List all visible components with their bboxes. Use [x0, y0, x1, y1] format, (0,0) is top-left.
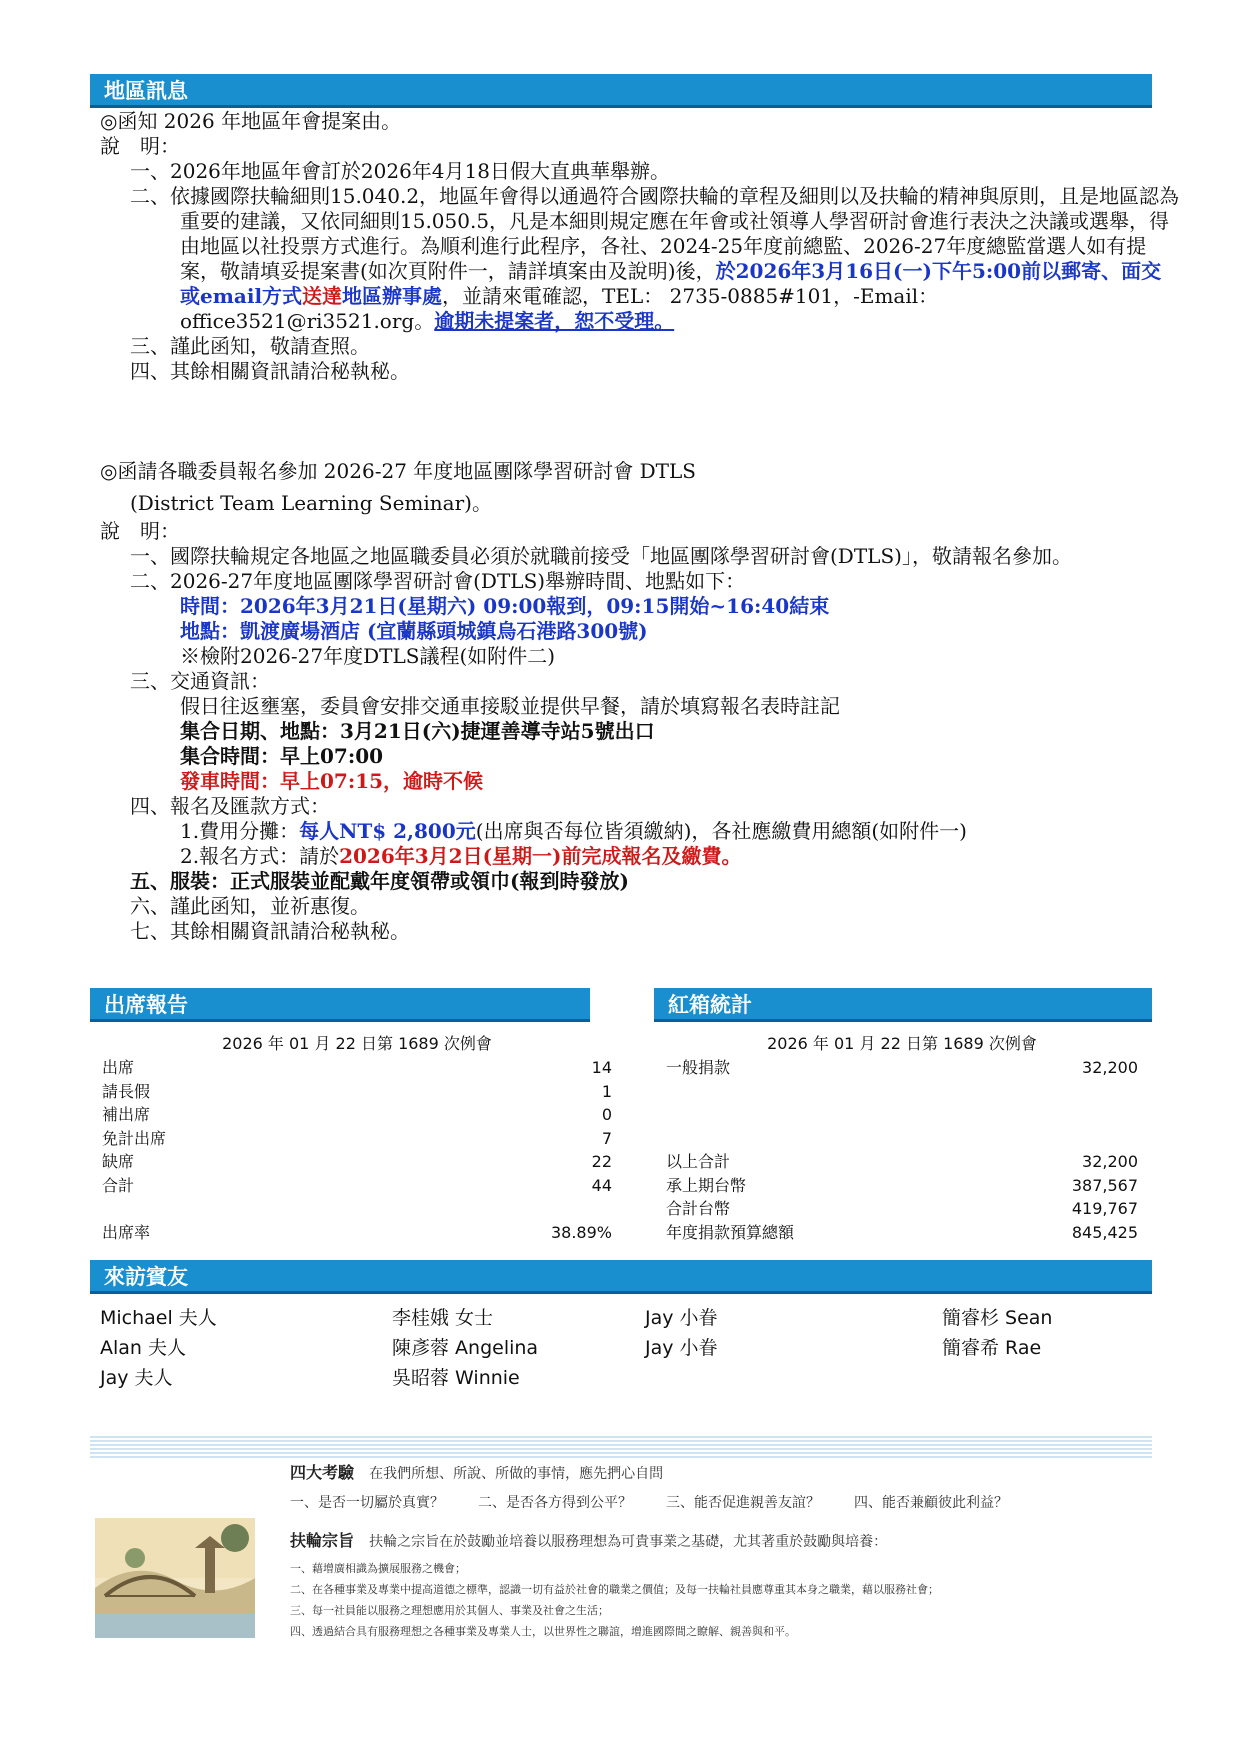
four-way-test-item: 一、是否一切屬於真實？	[290, 1495, 444, 1511]
notice2-attach: ※檢附2026-27年度DTLS議程(如附件二)	[180, 644, 556, 668]
notice1-item2-late-warning: 逾期未提案者，恕不受理。	[434, 309, 675, 333]
object-item: 二、在各種事業及專業中提高道德之標準，認識一切有益於社會的職業之價值；及每一扶輪社員應尊重其本身之職業，藉以服務社會；	[290, 1583, 939, 1596]
donations-general-row	[666, 1056, 1138, 1080]
visitors-col4	[942, 1303, 1052, 1363]
donations-label: 年度捐款預算總額	[666, 1222, 795, 1242]
notice1-item2-office: 地區辦事處	[342, 284, 443, 308]
notice2-fee	[100, 819, 1150, 844]
donations-spacer	[666, 1127, 1138, 1151]
notice1-block	[100, 109, 1180, 384]
attendance-meeting: 2026 年 01 月 22 日第 1689 次例會	[222, 1034, 492, 1053]
attendance-row	[102, 1150, 612, 1174]
donations-value: 419,767	[1071, 1199, 1138, 1218]
four-way-test-item: 四、能否兼顧彼此利益？	[854, 1495, 1008, 1511]
notice1-title: ◎函知 2026 年地區年會提案由。	[100, 109, 402, 133]
notice2-fee-prefix: 1.費用分攤：	[180, 819, 300, 843]
donations-spacer	[666, 1103, 1138, 1127]
attendance-label: 缺席	[102, 1152, 135, 1171]
visitor-name: Michael 夫人	[100, 1307, 217, 1329]
attendance-row	[102, 1080, 612, 1104]
attendance-header: 出席報告	[90, 988, 590, 1022]
notice1-item2-contact: ，並請來電確認，TEL： 2735-0885#101，-Email：office3521@ri3521.org。	[180, 284, 939, 333]
notice2-item2: 二、2026-27年度地區團隊學習研討會(DTLS)舉辦時間、地點如下：	[130, 569, 746, 593]
donations-value: 32,200	[1082, 1152, 1138, 1171]
visitor-name: 簡睿希 Rae	[942, 1337, 1042, 1359]
visitors-col2	[392, 1303, 538, 1393]
notice2-item4: 四、報名及匯款方式：	[130, 794, 330, 818]
donations-label: 以上合計	[666, 1152, 731, 1171]
notice2-reg-prefix: 2.報名方式：請於	[180, 844, 340, 868]
notice1-item1: 一、2026年地區年會訂於2026年4月18日假大直典華舉辦。	[130, 159, 670, 183]
donations-value: 32,200	[1082, 1058, 1138, 1077]
four-way-test-item: 三、能否促進親善友誼？	[666, 1495, 820, 1511]
notice2-time: 時間：2026年3月21日(星期六) 09:00報到，09:15開始~16:40結束	[180, 594, 830, 618]
donations-row	[666, 1197, 1138, 1221]
notice1-item2-text: 二、依據國際扶輪細則15.040.2，地區年會得以通過符合國際扶輪的章程及細則以及扶輪的精神與原則，且是地區認為重要的建議，又依同細則15.050.5，凡是本細則規定應在年會或社領導人學習研討會進行表決之決議或選舉，得由地區以社投票方式進行。為順利進行此程序，各社、2024-25年度前總監、2026-27年度總監當選人如有提案，敬請填妥提案書(如次頁附件一，請詳填案由及說明)後，	[130, 184, 1180, 283]
attendance-rate-label: 出席率	[102, 1222, 151, 1242]
attendance-value: 22	[591, 1152, 612, 1171]
notice1-item4: 四、其餘相關資訊請洽秘執秘。	[130, 359, 410, 383]
footer-text	[290, 1458, 1150, 1642]
visitors-col1	[100, 1303, 217, 1393]
donations-value: 845,425	[1071, 1222, 1138, 1242]
attendance-label: 出席	[102, 1058, 135, 1077]
attendance-value: 14	[591, 1058, 612, 1077]
four-way-test-items	[290, 1488, 1150, 1518]
visitor-name: Jay 小眷	[645, 1337, 718, 1359]
object-item: 三、每一社員能以服務之理想應用於其個人、事業及社會之生活；	[290, 1604, 609, 1617]
visitor-name: 陳彥蓉 Angelina	[392, 1337, 539, 1359]
notice2-title: ◎函請各職委員報名參加 2026-27 年度地區團隊學習研討會 DTLS	[100, 459, 696, 483]
notice2-item5: 五、服裝：正式服裝並配戴年度領帶或領巾(報到時發放)	[130, 869, 629, 893]
notice2-reg-deadline: 2026年3月2日(星期一)前完成報名及繳費。	[339, 844, 742, 868]
attendance-value: 0	[601, 1105, 612, 1124]
visitor-name: 吳昭蓉 Winnie	[392, 1367, 520, 1389]
notice2-fee-suffix: (出席與否每位皆須繳納)，各社應繳費用總額(如附件一)	[475, 819, 967, 843]
notice2-item3: 三、交通資訊：	[130, 669, 270, 693]
visitors-header: 來訪賓友	[90, 1260, 1152, 1294]
notice2-item6: 六、謹此函知，並祈惠復。	[130, 894, 370, 918]
donations-label: 合計台幣	[666, 1199, 731, 1218]
attendance-table	[102, 1032, 612, 1244]
attendance-value: 1	[601, 1081, 612, 1101]
attendance-value: 44	[591, 1175, 612, 1195]
notice2-meet-place: 集合日期、地點：3月21日(六)捷運善導寺站5號出口	[180, 719, 655, 743]
donations-row	[666, 1150, 1138, 1174]
donations-row	[666, 1221, 1138, 1245]
attendance-row	[102, 1127, 612, 1151]
notice2-place: 地點：凱渡廣場酒店 (宜蘭縣頭城鎮烏石港路300號)	[180, 619, 648, 643]
four-way-test-item: 二、是否各方得到公平？	[478, 1495, 632, 1511]
notice1-item2-deliver: 送達	[302, 284, 343, 308]
donations-label: 承上期台幣	[666, 1175, 747, 1195]
visitors-col3	[645, 1303, 718, 1363]
donations-row	[666, 1174, 1138, 1198]
donations-value: 387,567	[1071, 1175, 1138, 1195]
notice2-fee-amount: 每人NT$ 2,800元	[299, 819, 476, 843]
notice1-item2-deadline: 於2026年3月16日(一)下午5:00前以郵寄、面交或email方式	[180, 259, 1162, 308]
notice2-item7: 七、其餘相關資訊請洽秘執秘。	[130, 919, 410, 943]
attendance-row	[102, 1174, 612, 1198]
attendance-label: 請長假	[102, 1081, 151, 1101]
notice2-reg	[100, 844, 1150, 869]
four-way-test-desc: 在我們所想、所說、所做的事情，應先捫心自問	[369, 1466, 664, 1482]
attendance-label: 合計	[102, 1175, 135, 1195]
notice2-block	[100, 455, 1150, 944]
four-way-test-title: 四大考驗	[290, 1463, 355, 1482]
donations-label: 一般捐款	[666, 1058, 731, 1077]
attendance-label: 補出席	[102, 1105, 151, 1124]
attendance-spacer	[102, 1197, 612, 1221]
object-item: 一、藉增廣相識為擴展服務之機會；	[290, 1562, 466, 1575]
object-item: 四、透過結合具有服務理想之各種事業及專業人士，以世界性之聯誼，增進國際間之瞭解、親善與和平。	[290, 1625, 796, 1638]
bridge-painting-image	[95, 1518, 255, 1638]
notice2-title2: (District Team Learning Seminar)。	[130, 491, 492, 515]
notice2-meet-time: 集合時間：早上07:00	[180, 744, 384, 768]
attendance-rate-value: 38.89%	[550, 1222, 612, 1242]
visitor-name: Jay 小眷	[645, 1307, 718, 1329]
footer	[90, 1458, 1152, 1658]
donations-table	[666, 1032, 1138, 1244]
notice1-item3: 三、謹此函知，敬請查照。	[130, 334, 370, 358]
district-news-header: 地區訊息	[90, 74, 1152, 108]
notice2-traffic: 假日往返壅塞，委員會安排交通車接駁並提供早餐，請於填寫報名表時註記	[180, 694, 840, 718]
visitor-name: Alan 夫人	[100, 1337, 187, 1359]
donations-meeting: 2026 年 01 月 22 日第 1689 次例會	[767, 1034, 1037, 1053]
notice2-depart: 發車時間：早上07:15，逾時不候	[180, 769, 484, 793]
object-of-rotary-title: 扶輪宗旨	[290, 1531, 355, 1550]
attendance-label: 免計出席	[102, 1128, 167, 1148]
donations-spacer	[666, 1080, 1138, 1104]
object-of-rotary-desc: 扶輪之宗旨在於鼓勵並培養以服務理想為可貴事業之基礎，尤其著重於鼓勵與培養：	[369, 1534, 888, 1550]
attendance-rate-row	[102, 1221, 612, 1245]
notice2-explain-label: 說 明：	[100, 519, 180, 543]
visitor-name: 李桂娥 女士	[392, 1307, 494, 1329]
donations-header: 紅箱統計	[654, 988, 1152, 1022]
notice1-item2	[100, 184, 1180, 334]
notice2-item1: 一、國際扶輪規定各地區之地區職委員必須於就職前接受「地區團隊學習研討會(DTLS)」，敬請報名參加。	[130, 544, 1072, 568]
attendance-row	[102, 1103, 612, 1127]
attendance-row	[102, 1056, 612, 1080]
visitor-name: Jay 夫人	[100, 1367, 173, 1389]
footer-divider-stripe	[90, 1436, 1152, 1458]
attendance-value: 7	[601, 1128, 612, 1148]
notice1-explain-label: 說 明：	[100, 134, 180, 158]
visitor-name: 簡睿杉 Sean	[942, 1307, 1053, 1329]
